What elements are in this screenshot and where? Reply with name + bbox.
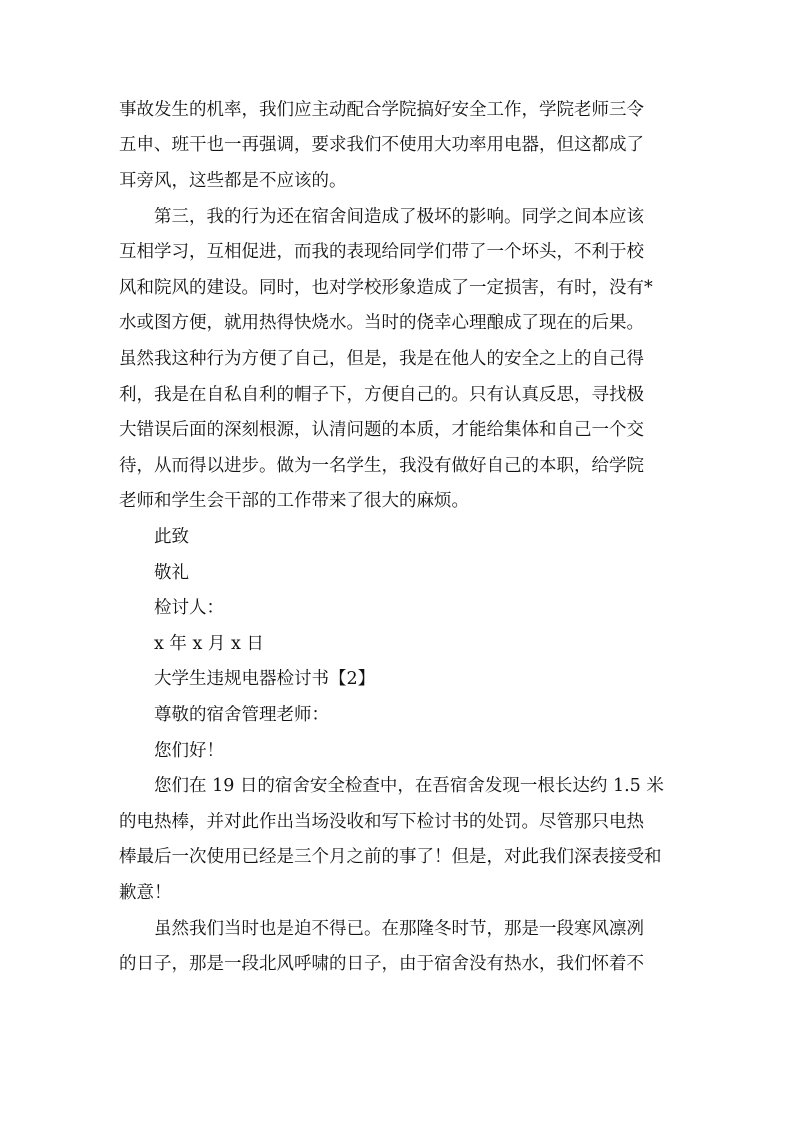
paragraph-line: 互相学习，互相促进，而我的表现给同学们带了一个坏头，不利于校 (119, 242, 644, 262)
paragraph-line: 歉意！ (119, 883, 172, 903)
paragraph-line: 虽然我这种行为方便了自己，但是，我是在他人的安全之上的自己得 (119, 349, 644, 369)
paragraph-line: 大错误后面的深刻根源，认清问题的本质，才能给集体和自己一个交 (119, 420, 644, 440)
paragraph-line: 风和院风的建设。同时，也对学校形象造成了一定损害，有时，没有* (119, 278, 653, 298)
paragraph-line: 事故发生的机率，我们应主动配合学院搞好安全工作，学院老师三令 (119, 100, 644, 120)
paragraph-line: 第三，我的行为还在宿舍间造成了极坏的影响。同学之间本应该 (154, 207, 644, 227)
paragraph-line: 五申、班干也一再强调，要求我们不使用大功率用电器，但这都成了 (119, 135, 644, 155)
greeting-recipient: 尊敬的宿舍管理老师： (154, 705, 329, 725)
paragraph-line: 的日子，那是一段北风呼啸的日子，由于宿舍没有热水，我们怀着不 (119, 954, 644, 974)
paragraph-line: 利，我是在自私自利的帽子下，方便自己的。只有认真反思，寻找极 (119, 385, 644, 405)
date-line: x 年 x 月 x 日 (154, 634, 264, 654)
signature-label: 检讨人： (154, 598, 224, 618)
paragraph-line: 老师和学生会干部的工作带来了很大的麻烦。 (119, 491, 469, 511)
paragraph-line: 待，从而得以进步。做为一名学生，我没有做好自己的本职，给学院 (119, 456, 644, 476)
paragraph-line: 虽然我们当时也是迫不得已。在那隆冬时节，那是一段寒风凛冽 (154, 919, 644, 939)
greeting: 您们好！ (154, 741, 224, 761)
paragraph-line: 的电热棒，并对此作出当场没收和写下检讨书的处罚。尽管那只电热 (119, 812, 644, 832)
section-title: 大学生违规电器检讨书【2】 (154, 669, 376, 689)
closing-salutation: 此致 (154, 527, 189, 547)
paragraph-line: 水或图方便，就用热得快烧水。当时的侥幸心理酿成了现在的后果。 (119, 313, 644, 333)
paragraph-line: 耳旁风，这些都是不应该的。 (119, 171, 347, 191)
paragraph-line: 您们在 19 日的宿舍安全检查中，在吾宿舍发现一根长达约 1.5 米 (154, 776, 664, 796)
closing-respect: 敬礼 (154, 563, 189, 583)
paragraph-line: 棒最后一次使用已经是三个月之前的事了！但是，对此我们深表接受和 (119, 847, 662, 867)
